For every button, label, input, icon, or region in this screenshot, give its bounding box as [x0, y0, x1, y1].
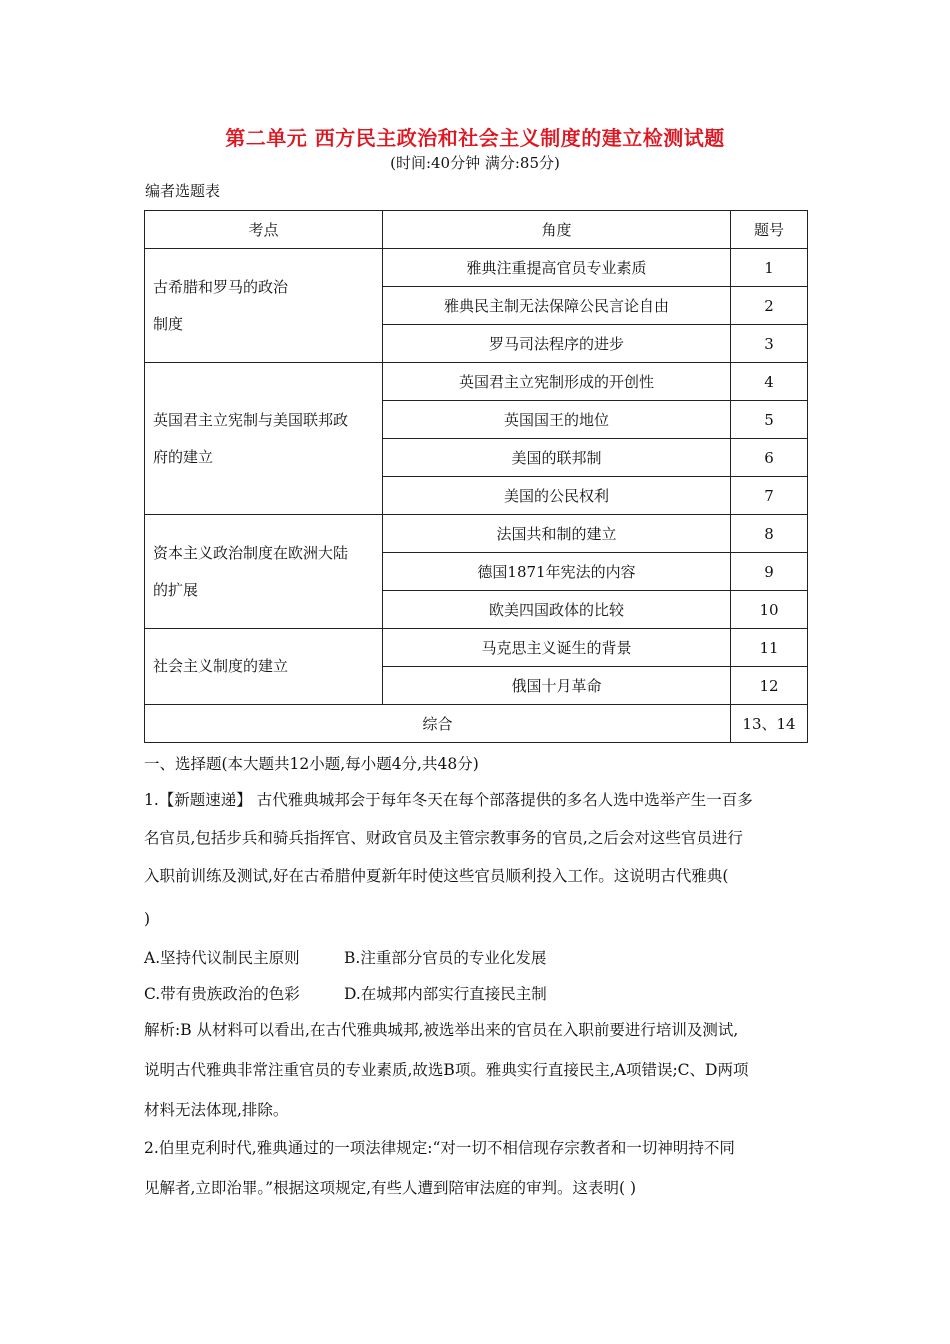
number-cell: 11: [731, 629, 808, 667]
number-cell: 1: [731, 249, 808, 287]
angle-cell: 雅典民主制无法保障公民言论自由: [383, 287, 731, 325]
table-row: [145, 363, 808, 401]
question-1-options-row: [144, 946, 546, 968]
option-c: C.带有贵族政治的色彩: [144, 985, 300, 1003]
number-cell: 7: [731, 477, 808, 515]
table-summary-row: [145, 705, 808, 743]
table-row: [145, 249, 808, 287]
angle-cell: 雅典注重提高官员专业素质: [383, 249, 731, 287]
topic-line: 古希腊和罗马的政治: [153, 277, 289, 296]
angle-cell: 欧美四国政体的比较: [383, 591, 731, 629]
analysis-line: 材料无法体现,排除。: [144, 1101, 289, 1119]
question-2-line: 见解者,立即治罪。”根据这项规定,有些人遭到陪审法庭的审判。这表明( ): [144, 1179, 637, 1197]
number-cell: 10: [731, 591, 808, 629]
page-subtitle: (时间:40分钟 满分:85分): [390, 154, 560, 172]
question-2-line: 2.伯里克利时代,雅典通过的一项法律规定:“对一切不相信现存宗教者和一切神明持不同: [144, 1139, 735, 1157]
number-cell: 5: [731, 401, 808, 439]
angle-cell: 美国的公民权利: [383, 477, 731, 515]
table-header-row: [145, 211, 808, 249]
number-cell: 3: [731, 325, 808, 363]
angle-cell: 马克思主义诞生的背景: [383, 629, 731, 667]
topic-cell: [145, 363, 383, 515]
option-a: A.坚持代议制民主原则: [144, 949, 300, 967]
option-b: B.注重部分官员的专业化发展: [344, 949, 547, 967]
analysis-line: 解析:B 从材料可以看出,在古代雅典城邦,被选举出来的官员在入职前要进行培训及测试,: [144, 1021, 739, 1039]
number-cell: 9: [731, 553, 808, 591]
summary-number: 13、14: [731, 705, 808, 743]
topic-line: 府的建立: [153, 447, 214, 466]
selection-table: [144, 210, 808, 743]
table-row: [145, 515, 808, 553]
topic-line: 的扩展: [153, 580, 199, 599]
number-cell: 6: [731, 439, 808, 477]
number-cell: 2: [731, 287, 808, 325]
question-1-options-row: [144, 982, 547, 1004]
angle-cell: 罗马司法程序的进步: [383, 325, 731, 363]
header-angle: 角度: [383, 211, 731, 249]
header-topic: 考点: [145, 211, 383, 249]
question-1-line: ): [144, 910, 151, 928]
topic-line: 资本主义政治制度在欧洲大陆: [153, 543, 349, 562]
question-1-line: 1.【新题速递】 古代雅典城邦会于每年冬天在每个部落提供的多名人选中选举产生一百多: [144, 791, 753, 809]
topic-cell: [145, 629, 383, 705]
angle-cell: 英国君主立宪制形成的开创性: [383, 363, 731, 401]
angle-cell: 法国共和制的建立: [383, 515, 731, 553]
topic-cell: [145, 515, 383, 629]
page-title: 第二单元 西方民主政治和社会主义制度的建立检测试题: [225, 126, 725, 150]
angle-cell: 俄国十月革命: [383, 667, 731, 705]
topic-line: 英国君主立宪制与美国联邦政: [153, 410, 349, 429]
angle-cell: 英国国王的地位: [383, 401, 731, 439]
question-1-line: 名官员,包括步兵和骑兵指挥官、财政官员及主管宗教事务的官员,之后会对这些官员进行: [144, 829, 743, 847]
table-caption: 编者选题表: [145, 182, 221, 200]
section-heading: 一、选择题(本大题共12小题,每小题4分,共48分): [144, 755, 479, 773]
header-number: 题号: [731, 211, 808, 249]
angle-cell: 美国的联邦制: [383, 439, 731, 477]
question-1-line: 入职前训练及测试,好在古希腊仲夏新年时使这些官员顺利投入工作。这说明古代雅典(: [144, 867, 729, 885]
topic-line: 制度: [153, 314, 184, 333]
summary-label: 综合: [145, 705, 731, 743]
number-cell: 12: [731, 667, 808, 705]
analysis-line: 说明古代雅典非常注重官员的专业素质,故选B项。雅典实行直接民主,A项错误;C、D两项: [144, 1061, 749, 1079]
angle-cell: 德国1871年宪法的内容: [383, 553, 731, 591]
option-d: D.在城邦内部实行直接民主制: [344, 985, 547, 1003]
topic-line: 社会主义制度的建立: [153, 657, 289, 675]
topic-cell: [145, 249, 383, 363]
number-cell: 4: [731, 363, 808, 401]
number-cell: 8: [731, 515, 808, 553]
table-row: [145, 629, 808, 667]
